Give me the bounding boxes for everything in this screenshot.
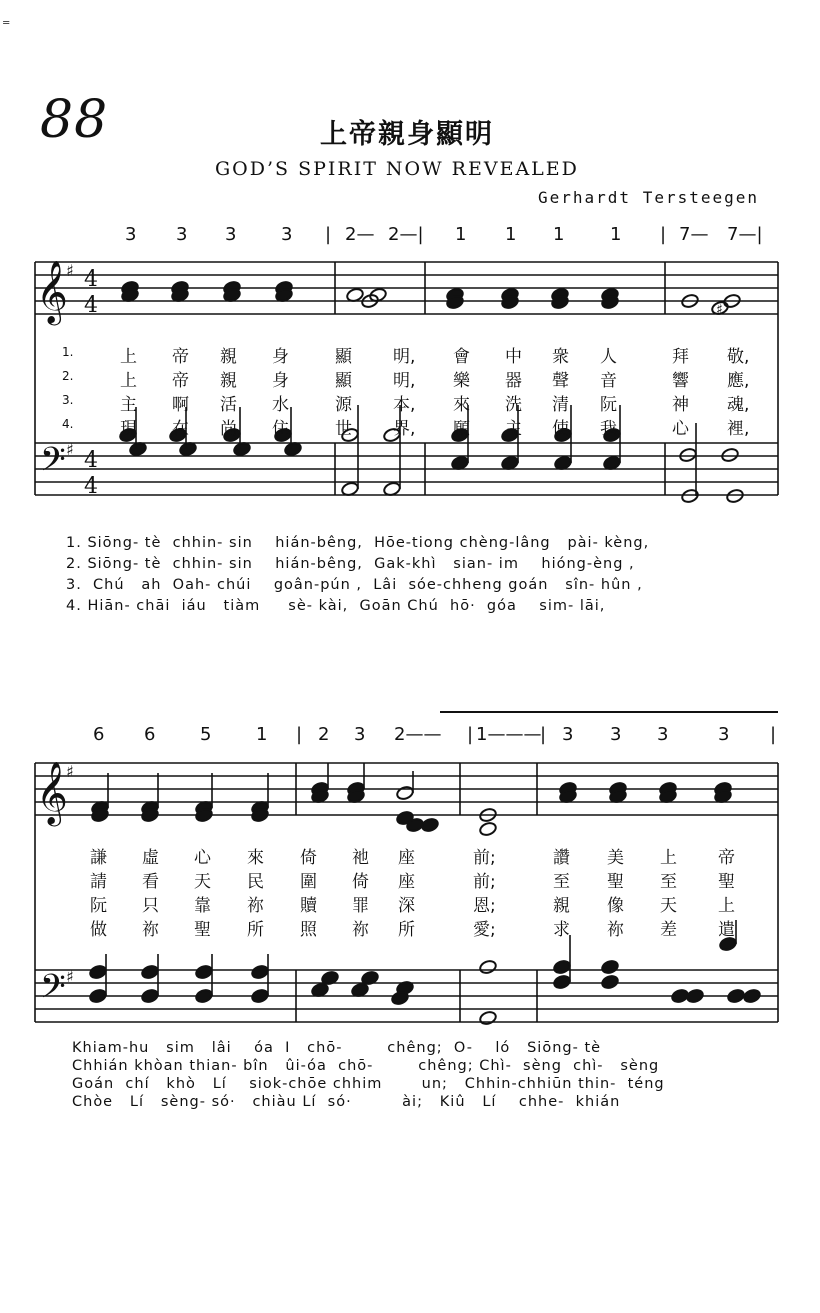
lyric-syllable: 看 [142,872,159,892]
lyric-syllable: 拜 [672,347,689,367]
lyric-syllable: 心 [194,848,211,868]
lyric-syllable: 水 [272,395,289,415]
lyric-syllable: 清 [552,395,569,415]
notation-symbol: 6 [93,724,105,745]
lyric-syllable: 美 [607,848,624,868]
note-head [686,988,705,1004]
note-head [141,988,160,1004]
lyric-romanized-line: 1. Siōng- tè chhin- sin hián-bêng, Hōe-tiong chèng-lâng pài- kèng, [66,535,650,551]
notation-symbol: 3 [125,224,137,245]
lyric-syllable: 帝 [718,848,735,868]
notation-symbol: | [296,724,303,745]
bass-clef: 𝄢 [40,968,66,1014]
lyric-syllable: 親 [553,896,570,916]
notation-symbol: 1——— [476,724,542,745]
lyric-syllable: 洗 [505,395,522,415]
note-head [89,964,108,980]
lyric-syllable: 照 [300,920,317,940]
note-head [195,964,214,980]
lyric-syllable: 聖 [194,920,211,940]
notation-symbol: 7—| [727,224,763,245]
note-head [421,817,440,833]
lyric-syllable: 本, [393,395,416,415]
lyric-syllable: 明, [393,371,416,391]
notation-symbol: 1 [505,224,517,245]
notation-symbol: 3 [657,724,669,745]
lyric-romanized-line: Chhián khòan thian- bîn ûi-óa chō- chêng; Chì- sèng chì- sèng [72,1058,660,1074]
lyric-syllable: 前; [473,872,496,892]
notation-symbol: 3 [225,224,237,245]
verse-number: 2. [62,369,74,383]
lyric-syllable: 敬, [727,347,750,367]
key-signature-sharp: ♯ [66,440,74,459]
lyric-syllable: 界, [393,419,416,439]
notation-symbol: 3 [176,224,188,245]
lyric-syllable: 魂, [727,395,750,415]
lyric-syllable: 我 [600,419,617,439]
note-head [89,988,108,1004]
lyric-romanized-line: 3. Chú ah Oah- chúi goân-pún , Lâi sóe-chheng goán sîn- hûn , [66,577,643,593]
note-head [479,821,498,837]
time-signature: 4 [84,293,98,318]
note-head [195,988,214,1004]
lyric-syllable: 讚 [553,848,570,868]
lyric-syllable: 虛 [142,848,159,868]
lyric-syllable: 應, [727,371,750,391]
lyric-syllable: 上 [120,347,137,367]
lyric-syllable: 現 [120,419,137,439]
lyric-syllable: 人 [600,347,617,367]
lyric-syllable: 謙 [90,848,107,868]
lyric-syllable: 祢 [142,920,159,940]
verse-number: 3. [62,393,74,407]
key-signature-sharp: ♯ [66,762,74,781]
lyric-syllable: 祂 [352,848,369,868]
lyric-syllable: 來 [453,395,470,415]
lyric-syllable: 中 [505,347,522,367]
lyric-syllable: 阮 [90,896,107,916]
bass-clef: 𝄢 [40,441,66,487]
notation-symbol: 1 [610,224,622,245]
lyric-romanized-line: Khiam-hu sim lâi óa I chō- chêng; O- ló Siōng- tè [72,1040,602,1056]
lyric-syllable: 天 [660,896,677,916]
lyric-syllable: 響 [672,371,689,391]
lyric-romanized-line: Goán chí khò Lí siok-chōe chhim un; Chhin-chhiūn thin- téng [72,1076,665,1092]
lyric-syllable: 像 [607,896,624,916]
lyric-syllable: 祢 [247,896,264,916]
note-head [141,964,160,980]
note-head [721,447,740,463]
lyric-syllable: 民 [247,872,264,892]
note-head [743,988,762,1004]
lyric-syllable: 愛; [473,920,496,940]
notation-symbol: | [467,724,474,745]
title-chinese: 上帝親身顯明 [320,119,494,150]
lyric-syllable: 靠 [194,896,211,916]
lyric-syllable: 會 [453,347,470,367]
lyric-syllable: 前; [473,848,496,868]
note-head [679,447,698,463]
lyric-romanized-line: 2. Siōng- tè chhin- sin hián-bêng, Gak-khì sian- im hióng-èng , [66,556,635,572]
lyric-syllable: 做 [90,920,107,940]
notation-symbol: 2— [345,224,375,245]
lyric-syllable: 啊 [172,395,189,415]
notation-symbol: 3 [562,724,574,745]
note-head [727,988,746,1004]
lyric-syllable: 聖 [718,872,735,892]
lyric-syllable: 倚 [300,848,317,868]
lyric-syllable: 請 [90,872,107,892]
lyric-syllable: 樂 [453,371,470,391]
verse-number: 1. [62,345,74,359]
lyric-syllable: 身 [272,371,289,391]
lyric-syllable: 音 [600,371,617,391]
lyric-syllable: 祢 [607,920,624,940]
notation-symbol: | [325,224,332,245]
lyric-syllable: 上 [660,848,677,868]
lyric-syllable: 心 [672,419,689,439]
note-head [553,959,572,975]
lyric-syllable: 至 [553,872,570,892]
lyric-syllable: 阮 [600,395,617,415]
lyric-syllable: 座 [398,872,415,892]
notation-symbol: 2 [318,724,330,745]
time-signature: 4 [84,474,98,499]
verse-number: 4. [62,417,74,431]
lyric-romanized-line: Chòe Lí sèng- só· chiàu Lí só· ài; Kiû Lí chhe- khián [72,1094,621,1110]
lyric-syllable: 所 [398,920,415,940]
lyric-syllable: 恩; [473,896,496,916]
lyric-syllable: 座 [398,848,415,868]
lyric-syllable: 顯 [335,371,352,391]
hymn-number: 88 [40,90,109,150]
key-signature-sharp: ♯ [66,261,74,280]
lyric-syllable: 衆 [552,347,569,367]
time-signature: 4 [84,267,98,292]
notation-symbol: 1 [455,224,467,245]
lyric-syllable: 主 [505,419,522,439]
notation-symbol: 3 [718,724,730,745]
lyric-syllable: 圍 [300,872,317,892]
notation-symbol: 6 [144,724,156,745]
lyric-syllable: 聖 [607,872,624,892]
note-head [251,964,270,980]
lyric-syllable: 只 [142,896,159,916]
notation-symbol: | [770,724,777,745]
notation-symbol: 3 [281,224,293,245]
notation-symbol: 3 [354,724,366,745]
lyric-syllable: 親 [220,371,237,391]
note-head [479,959,498,975]
author: Gerhardt Tersteegen [538,188,760,207]
note-head [726,488,745,504]
notation-symbol: 3 [610,724,622,745]
time-signature: 4 [84,448,98,473]
lyric-syllable: 遣 [718,920,735,940]
lyric-syllable: 上 [718,896,735,916]
note-head [601,974,620,990]
note-head [601,959,620,975]
lyric-syllable: 來 [247,848,264,868]
lyric-romanized-line: 4. Hiān- chāi iáu tiàm sè- kài, Goān Chú hō· góa sim- lāi, [66,598,606,614]
lyric-syllable: 願 [453,419,470,439]
lyric-syllable: 器 [505,371,522,391]
lyric-syllable: 身 [272,347,289,367]
notation-symbol: 2—| [388,224,424,245]
title-english: GOD’S SPIRIT NOW REVEALED [215,158,579,180]
lyric-syllable: 至 [660,872,677,892]
lyric-syllable: 活 [220,395,237,415]
lyric-syllable: 使 [552,419,569,439]
note-head [553,974,572,990]
lyric-syllable: 所 [247,920,264,940]
lyric-syllable: 主 [120,395,137,415]
lyric-syllable: 聲 [552,371,569,391]
note-head [479,1010,498,1026]
lyric-syllable: 天 [194,872,211,892]
note-head [396,785,415,801]
accidental-sharp: ♯ [716,302,723,318]
lyric-syllable: 求 [553,920,570,940]
lyric-syllable: 上 [120,371,137,391]
edge-mark: = [2,18,11,29]
notation-symbol: 2—— [394,724,442,745]
lyric-syllable: 親 [220,347,237,367]
lyric-syllable: 倚 [352,872,369,892]
lyric-syllable: 罪 [352,896,369,916]
lyric-syllable: 裡, [727,419,750,439]
notation-symbol: | [540,724,547,745]
notation-symbol: 1 [553,224,565,245]
lyric-syllable: 差 [660,920,677,940]
note-head [251,988,270,1004]
notation-symbol: 1 [256,724,268,745]
notation-symbol: | [660,224,667,245]
lyric-syllable: 帝 [172,347,189,367]
lyric-syllable: 神 [672,395,689,415]
lyric-syllable: 住 [272,419,289,439]
lyric-syllable: 明, [393,347,416,367]
lyric-syllable: 尚 [220,419,237,439]
lyric-syllable: 帝 [172,371,189,391]
key-signature-sharp: ♯ [66,967,74,986]
lyric-syllable: 祢 [352,920,369,940]
lyric-syllable: 顯 [335,347,352,367]
treble-clef: 𝄞 [36,260,68,323]
notation-symbol: 7— [679,224,709,245]
lyric-syllable: 源 [335,395,352,415]
lyric-syllable: 贖 [300,896,317,916]
lyric-syllable: 深 [398,896,415,916]
treble-clef: 𝄞 [36,761,68,824]
notation-symbol: 5 [200,724,212,745]
lyric-syllable: 世 [335,419,352,439]
lyric-syllable: 在 [172,419,189,439]
